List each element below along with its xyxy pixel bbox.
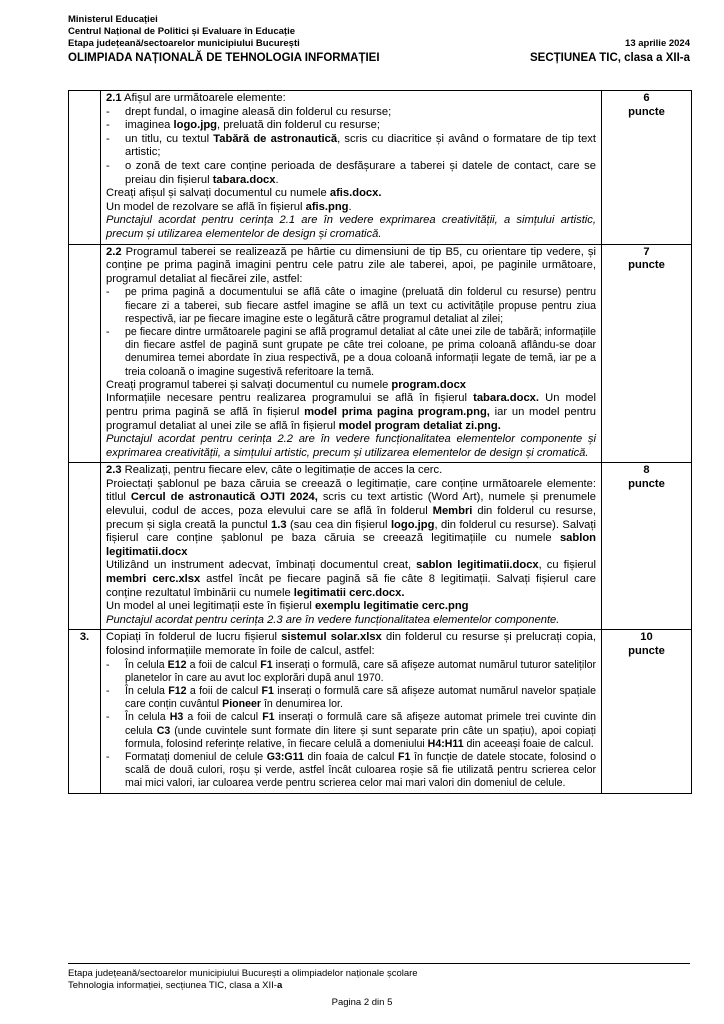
table-row — [69, 463, 692, 630]
list-item: - un titlu, cu textul Tabără de astronautică, scris cu diacritice și având o formatare de tip text artistic; — [106, 133, 596, 160]
header-section: SECȚIUNEA TIC, clasa a XII-a — [530, 52, 690, 64]
row-number-cell — [69, 91, 101, 245]
points-number: 6 — [643, 92, 650, 104]
list-item: - pe prima pagină a documentului se află câte o imagine (preluată din folderul cu resurse) pentru fiecare zi a taberei, sub fiecare astfel imagine se află un text cu activitățile propuse pentru ziua respectivă, iar pe fiecare imagine este o legătură către programul detaliat al zilei; — [106, 286, 596, 326]
row-content-cell — [101, 630, 602, 793]
scoring-note: Punctajul acordat pentru cerința 2.2 are în vedere funcționalitatea elementelor componente și exprimarea creativității, a simțului artistic, precum și utilizarea elementelor de design și cromatică. — [106, 433, 596, 459]
header-stage: Etapa județeană/sectoarelor municipiului București — [68, 38, 300, 49]
row-points-cell — [602, 630, 692, 793]
save-instruction: Creați afișul și salvați documentul cu numele afis.docx. — [106, 187, 382, 200]
points — [602, 91, 691, 119]
list-item: - În celula F12 a foii de calcul F1 inserați o formulă care să afișeze automat numărul navelor spațiale care conțin cuvântul Pioneer în denumirea lor. — [106, 685, 596, 711]
points-label: puncte — [628, 105, 665, 118]
table-row — [69, 244, 692, 463]
list-item: - o zonă de text care conține perioada de desfășurare a taberei și datele de contact, care se preiau din fișierul tabara.docx. — [106, 160, 596, 187]
page-number: Pagina 2 din 5 — [331, 997, 393, 1008]
row-points-cell — [602, 244, 692, 463]
scoring-note: Punctajul acordat pentru cerința 2.1 are în vedere exprimarea creativității, a simțului artistic, precum și utilizarea elementelor de design și cromatică. — [106, 214, 596, 240]
list-item: - imaginea logo.jpg, preluată din folderul cu resurse; — [106, 119, 596, 133]
footer-line-1: Etapa județeană/sectoarelor municipiului București a olimpiadelor naționale școlare — [68, 968, 418, 979]
info-reference: Informațiile necesare pentru realizarea programului se află în fișierul tabara.docx. Un model pentru prima pagină se află în fișierul model prima pagina program.png, iar un model pentru programul detaliat al unei zile se află în fișierul model program detaliat zi.png. — [106, 392, 596, 432]
task-intro: Copiați în folderul de lucru fișierul sistemul solar.xlsx din folderul cu resurse și prelucrați copia, folosind informațiile memorate în foile de calcul, astfel: — [106, 631, 596, 658]
list-item: - În celula H3 a foii de calcul F1 inserați o formulă care să afișeze automat primele trei cuvinte din celula C3 (unde cuvintele sunt formate din litere și sunt separate prin câte un spațiu), apoi copiați formula, folosind referințe relative, în fiecare celulă a domeniului H4:H11 din aceeași foaie de calcul. — [106, 711, 596, 751]
header-title-line — [68, 51, 690, 65]
model-reference: Un model de rezolvare se află în fișierul afis.png. — [106, 200, 352, 213]
row-points-cell — [602, 463, 692, 630]
row-number-cell — [69, 244, 101, 463]
points-label: puncte — [628, 645, 665, 658]
table-row — [69, 630, 692, 793]
header-ministry: Ministerul Educației — [68, 14, 158, 25]
points-number: 10 — [640, 631, 653, 644]
points-label: puncte — [628, 259, 665, 272]
list-item: - pe fiecare dintre următoarele pagini se află programul detaliat al câte unei zile de tabără; informațiile din fiecare astfel de pagină sunt grupate pe câte trei coloane, pe prima coloană aflându-se doar denumirea temei abordate în ziua respectivă, pe a doua coloană informații legate de temă, iar pe a treia coloană o imagine sugestivă referitoare la temă. — [106, 326, 596, 379]
points — [602, 463, 691, 491]
header-olympiad: OLIMPIADA NAȚIONALĂ DE TEHNOLOGIA INFORMAȚIEI — [68, 52, 380, 64]
table-row — [69, 91, 692, 245]
row-content-cell — [101, 91, 602, 245]
row-content-cell — [101, 244, 602, 463]
subjects-table — [68, 90, 692, 794]
header-date: 13 aprilie 2024 — [625, 38, 690, 49]
points — [602, 630, 691, 658]
merge-instruction: Utilizând un instrument adecvat, îmbinați documentul creat, sablon legitimatii.docx, cu fișierul membri cerc.xlsx astfel încât pe fiecare pagină să fie câte 8 legitimații. Salvați fișierul care conține rezultatul îmbinării cu numele legitimatii cerc.docx. — [106, 559, 596, 599]
footer-divider — [68, 963, 690, 964]
list-item: - În celula E12 a foii de calcul F1 inserați o formulă, care să afișeze automat numărul tuturor sateliților planetelor în care au avut loc explorări după anul 1970. — [106, 659, 596, 685]
row-content-cell — [101, 463, 602, 630]
task-intro: 2.1 Afișul are următoarele elemente: — [106, 92, 286, 104]
list-item: - Formatați domeniul de celule G3:G11 din foaia de calcul F1 în funcție de datele stocate, folosind o scală de două culori, roșu și verde, astfel încât culoarea roșie să fie utilizată pentru scrierea celor mai mici valori, iar culoarea verde pentru scrierea celor mai mari valori din domeniul de celule. — [106, 751, 596, 791]
footer-line-2: Tehnologia informației, secțiunea TIC, clasa a XII-a — [68, 980, 283, 991]
header-stage-line — [68, 38, 690, 50]
template-instruction: Proiectați șablonul pe baza căruia se creează o legitimație, care conține următoarele elemente: titlul Cercul de astronautică OJTI 2024, scris cu text artistic (Word Art), numele și prenumele elevului, codul de acces, poza elevului care se află în folderul Membri din folderul cu resurse, precum și sigla creată la punctul 1.3 (sau cea din fișierul logo.jpg, din folderul cu resurse). Salvați fișierul care conține șablonul pe baza căruia se creează legitimațiile cu numele sablon legitimatii.docx — [106, 477, 596, 558]
row-number-cell — [69, 463, 101, 630]
model-reference: Un model al unei legitimații este în fișierul exemplu legitimatie cerc.png — [106, 600, 469, 613]
task-intro: 2.2 Programul taberei se realizează pe hârtie cu dimensiuni de tip B5, cu orientare tip vedere, și conține pe prima pagină imagini pentru cele patru zile ale taberei, apoi, pe paginile următoare, programul detaliat al fiecărei zile, astfel: — [106, 245, 596, 285]
save-instruction: Creați programul taberei și salvați documentul cu numele program.docx — [106, 378, 467, 391]
list-item: - drept fundal, o imagine aleasă din folderul cu resurse; — [106, 106, 596, 120]
points-label: puncte — [628, 477, 665, 490]
points — [602, 245, 691, 273]
task-intro: 2.3 Realizați, pentru fiecare elev, câte o legitimație de acces la cerc. — [106, 464, 443, 477]
subject-number: 3. — [79, 631, 90, 644]
points-number: 8 — [643, 464, 650, 477]
points-number: 7 — [643, 245, 650, 258]
scoring-note: Punctajul acordat pentru cerința 2.3 are în vedere funcționalitatea elementelor componente. — [106, 613, 560, 626]
header-center: Centrul Național de Politici și Evaluare în Educație — [68, 26, 296, 37]
row-points-cell — [602, 91, 692, 245]
row-number-cell — [69, 630, 101, 793]
